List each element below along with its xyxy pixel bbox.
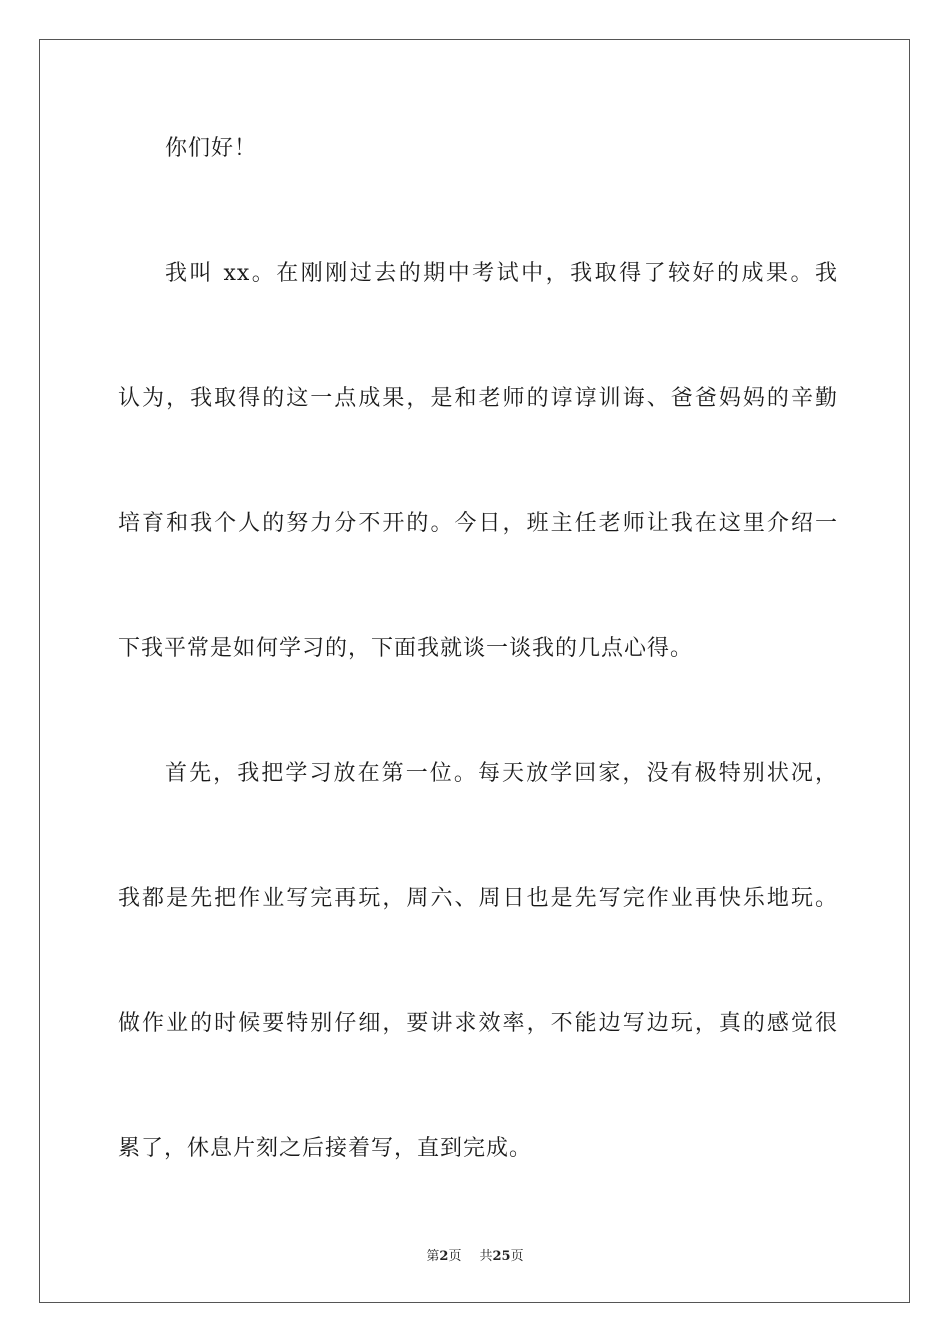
paragraph-2-line-2: 我都是先把作业写完再玩，周六、周日也是先写完作业再快乐地玩。 <box>118 886 838 911</box>
page-footer <box>0 1248 950 1266</box>
total-pages: 25 <box>492 1249 511 1264</box>
paragraph-2-line-1: 首先，我把学习放在第一位。每天放学回家，没有极特别状况， <box>165 761 838 786</box>
paragraph-1-line-3: 培育和我个人的努力分不开的。今日，班主任老师让我在这里介绍一 <box>118 511 838 536</box>
paragraph-1-line-4: 下我平常是如何学习的，下面我就谈一谈我的几点心得。 <box>118 636 694 661</box>
page-number: 2 <box>439 1249 449 1264</box>
paragraph-1-line-2: 认为，我取得的这一点成果，是和老师的谆谆训诲、爸爸妈妈的辛勤 <box>118 386 838 411</box>
total-suffix: 页 <box>510 1249 524 1264</box>
page-frame <box>39 39 910 1303</box>
page-prefix: 第 <box>426 1249 440 1264</box>
paragraph-2-line-3: 做作业的时候要特别仔细，要讲求效率，不能边写边玩，真的感觉很 <box>118 1011 838 1036</box>
paragraph-2-line-4: 累了，休息片刻之后接着写，直到完成。 <box>118 1136 533 1161</box>
greeting-line: 你们好！ <box>165 136 258 161</box>
total-prefix: 共 <box>479 1249 493 1264</box>
page-suffix: 页 <box>448 1249 462 1264</box>
paragraph-1-line-1: 我叫 xx。在刚刚过去的期中考试中，我取得了较好的成果。我 <box>165 261 838 286</box>
